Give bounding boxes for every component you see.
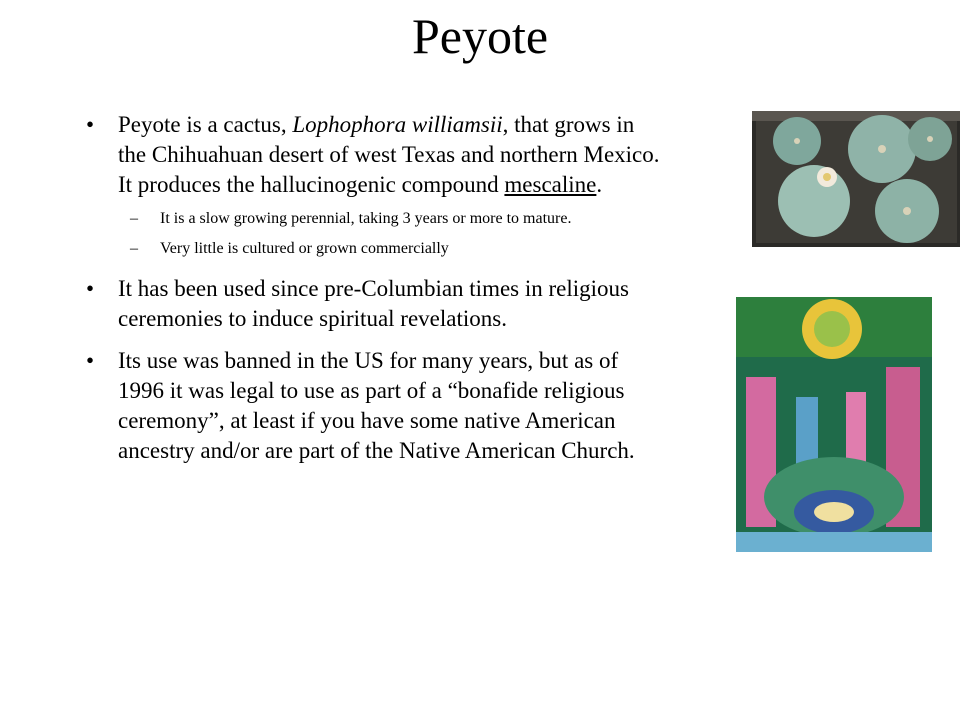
mescaline-link[interactable]: mescaline [504, 172, 597, 197]
psychedelic-painting [736, 297, 932, 552]
bullet-1-text-start: Peyote is a cactus, [118, 112, 293, 137]
bullet-marker: • [86, 276, 95, 301]
bullet-3 [80, 346, 660, 466]
subbullet-1-text: It is a slow growing perennial, taking 3 years or more to mature. [160, 210, 572, 227]
bullet-3-text: Its use was banned in the US for many years, but as of 1996 it was legal to use as part of a “bonafide religious ceremony”, at least if you have some native American ancestry and/or are part of the Native American Church. [118, 348, 635, 463]
bullet-2-text: It has been used since pre-Columbian times in religious ceremonies to induce spiritual revelations. [118, 276, 629, 331]
slide-title: Peyote [411, 8, 549, 64]
bullet-2 [80, 274, 660, 334]
peyote-cactus-photo [752, 111, 960, 247]
bullet-marker: • [86, 348, 95, 373]
slide-body [80, 110, 660, 474]
bullet-marker: • [86, 112, 95, 137]
bullet-1 [80, 110, 660, 200]
subbullet-marker: – [130, 240, 138, 257]
subbullet-1 [80, 208, 660, 230]
species-name: Lophophora williamsii [292, 112, 503, 137]
subbullet-2-text: Very little is cultured or grown commercially [160, 240, 449, 257]
bullet-1-text-mid: , that grows in the Chihuahuan desert of west Texas and northern Mexico. It produces the hallucinogenic compound [118, 112, 660, 197]
subbullet-2 [80, 238, 660, 260]
bullet-1-text-end: . [596, 172, 603, 197]
subbullet-marker: – [130, 210, 138, 227]
